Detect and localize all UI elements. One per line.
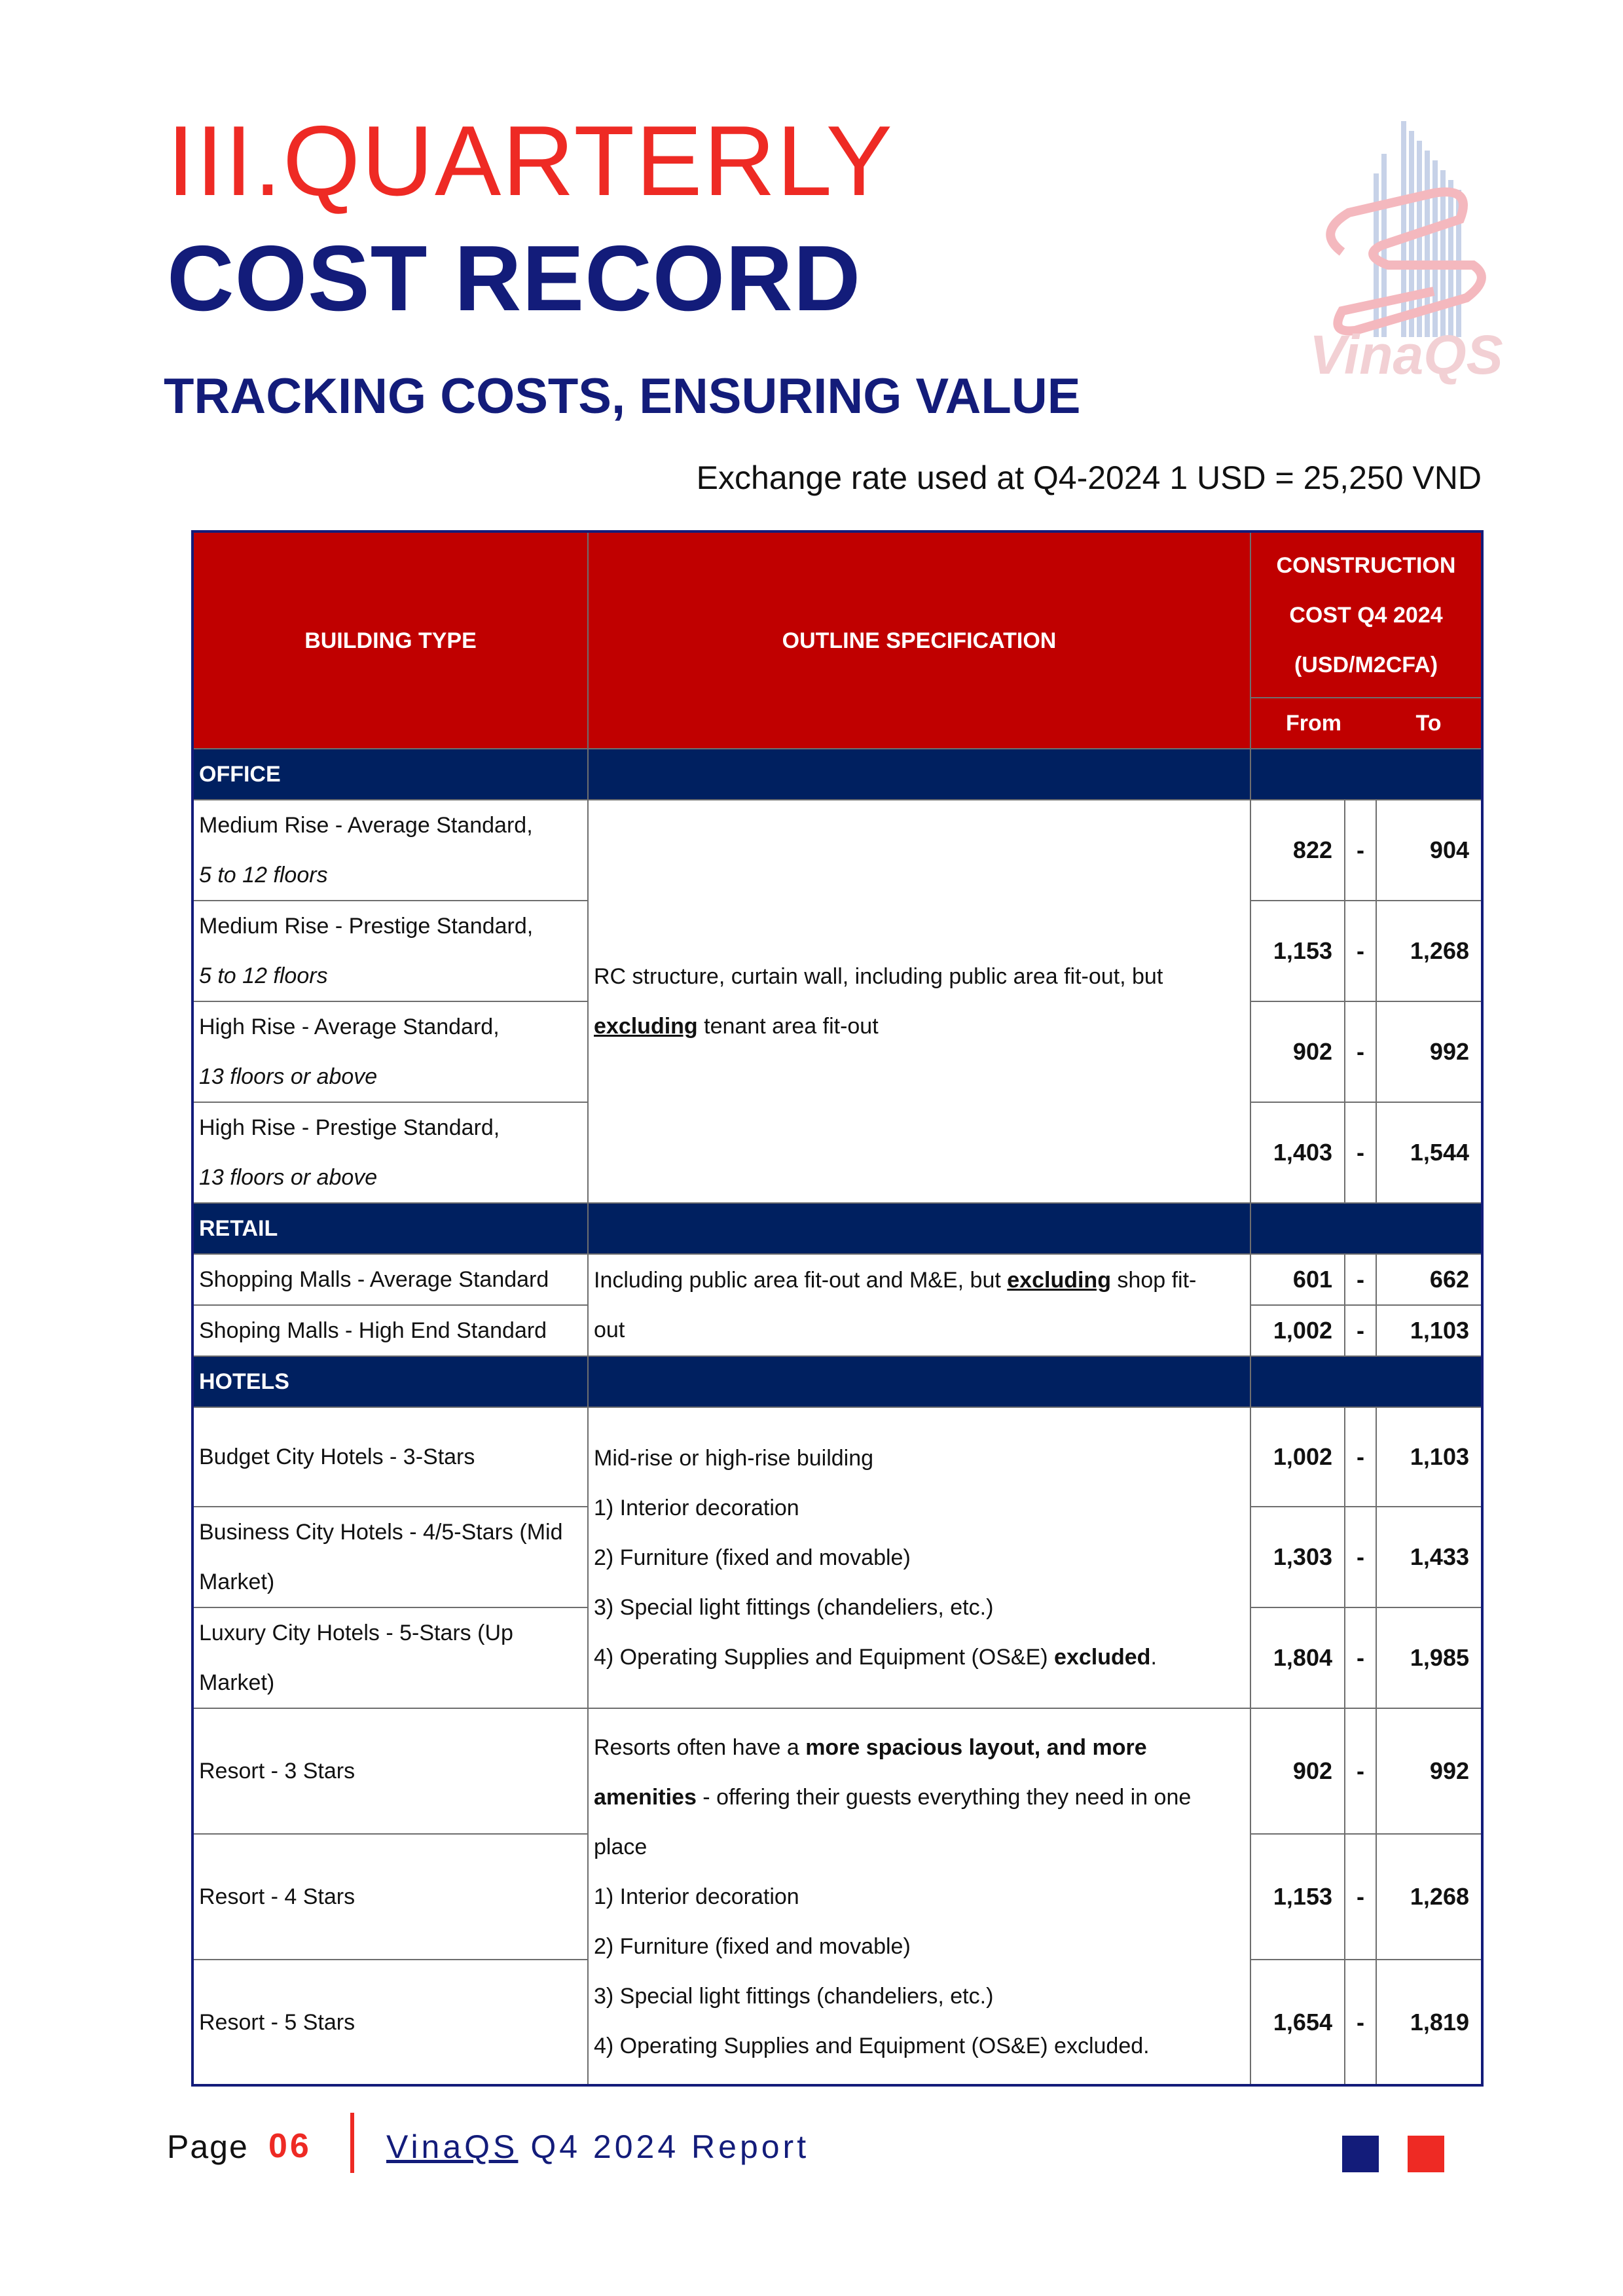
footer-divider [350, 2113, 354, 2173]
cost-to: 1,268 [1376, 1834, 1482, 1960]
resorts-spec-pre: Resorts often have a [594, 1734, 806, 1760]
cost-from: 902 [1250, 1708, 1345, 1834]
resorts-spec-bold1: more spacious layout, and more [805, 1734, 1147, 1760]
hotels-spec-line2: 1) Interior decoration [594, 1496, 799, 1520]
cost-to: 904 [1376, 800, 1482, 901]
cost-from: 1,153 [1250, 901, 1345, 1001]
page-subtitle: TRACKING COSTS, ENSURING VALUE [164, 368, 1081, 424]
resorts-spec-line3: 2) Furniture (fixed and movable) [594, 1933, 911, 1959]
office-spec-cell [588, 800, 1250, 1203]
cost-to: 1,985 [1376, 1607, 1482, 1708]
building-type-cell [192, 1607, 588, 1708]
resorts-spec-line4: 3) Special light fittings (chandeliers, etc.) [594, 1983, 994, 2009]
resorts-spec-place: place [594, 1834, 647, 1859]
section-hotels: HOTELS [192, 1356, 588, 1407]
header-building-type: BUILDING TYPE [192, 531, 588, 749]
building-type-name: Medium Rise - Prestige Standard, [199, 914, 534, 939]
hotels-spec-excluded: excluded [1054, 1645, 1151, 1670]
hotels-spec-line5-pre: 4) Operating Supplies and Equipment (OS&E) [594, 1645, 1055, 1670]
footer-page-number: 06 [268, 2127, 312, 2165]
page-title-line1: III.QUARTERLY [167, 105, 894, 217]
footer-report-label: Q4 2024 Report [518, 2128, 810, 2165]
building-type-name: High Rise - Average Standard, [199, 1014, 500, 1039]
cost-dash: - [1345, 1708, 1376, 1834]
section-office: OFFICE [192, 749, 588, 800]
building-type-name-cont: Market) [199, 1570, 275, 1594]
exchange-rate-note: Exchange rate used at Q4-2024 1 USD = 25,250 VND [696, 459, 1482, 496]
table-row [192, 1254, 1482, 1305]
building-type-name: Shoping Malls - High End Standard [192, 1305, 588, 1356]
cost-from: 822 [1250, 800, 1345, 901]
building-type-floors: 13 floors or above [199, 1064, 378, 1089]
building-type-name: Budget City Hotels - 3-Stars [192, 1407, 588, 1507]
retail-spec-cell [588, 1254, 1250, 1356]
table-row [192, 1708, 1482, 1834]
hotels-spec-line3: 2) Furniture (fixed and movable) [594, 1545, 911, 1570]
cost-dash: - [1345, 1001, 1376, 1102]
resorts-spec-line5: 4) Operating Supplies and Equipment (OS&E) excluded. [594, 2033, 1150, 2058]
cost-from: 1,804 [1250, 1607, 1345, 1708]
table-row [192, 1407, 1482, 1507]
building-type-name: Resort - 3 Stars [192, 1708, 588, 1834]
footer-brand-link[interactable]: VinaQS [386, 2128, 519, 2165]
header-outline-spec: OUTLINE SPECIFICATION [588, 531, 1250, 749]
cost-from: 1,403 [1250, 1102, 1345, 1203]
building-type-cell [192, 800, 588, 901]
section-office-cost-blank [1250, 749, 1482, 800]
section-retail-spec-blank [588, 1203, 1250, 1254]
header-cost-line1: CONSTRUCTION [1276, 552, 1456, 578]
retail-spec-line2: out [594, 1318, 625, 1342]
footer-page-label: Page [167, 2128, 249, 2165]
cost-dash: - [1345, 1960, 1376, 2085]
cost-table [191, 530, 1484, 2087]
cost-from: 1,303 [1250, 1507, 1345, 1607]
hotels-spec-cell [588, 1407, 1250, 1708]
building-type-cell [192, 901, 588, 1001]
building-type-cell [192, 1001, 588, 1102]
cost-from: 1,654 [1250, 1960, 1345, 2085]
section-hotels-cost-blank [1250, 1356, 1482, 1407]
logo-wordmark: VinaQS [1309, 324, 1503, 386]
building-type-name: High Rise - Prestige Standard, [199, 1115, 500, 1140]
building-type-cell [192, 1507, 588, 1607]
cost-dash: - [1345, 800, 1376, 901]
hotels-spec-line5-post: . [1150, 1645, 1157, 1670]
cost-dash: - [1345, 1607, 1376, 1708]
cost-to: 1,544 [1376, 1102, 1482, 1203]
building-type-floors: 5 to 12 floors [199, 963, 328, 988]
resorts-spec-bold2: amenities [594, 1784, 697, 1810]
section-office-spec-blank [588, 749, 1250, 800]
cost-dash: - [1345, 1254, 1376, 1305]
cost-from: 902 [1250, 1001, 1345, 1102]
header-cost-line3: (USD/M2CFA) [1294, 652, 1438, 677]
section-retail-cost-blank [1250, 1203, 1482, 1254]
resorts-spec-line2: 1) Interior decoration [594, 1884, 799, 1909]
cost-to: 662 [1376, 1254, 1482, 1305]
cost-to: 1,819 [1376, 1960, 1482, 2085]
header-construction-cost [1250, 531, 1482, 698]
footer-report-title [386, 2130, 809, 2163]
page-title-line2: COST RECORD [167, 226, 862, 331]
cost-dash: - [1345, 901, 1376, 1001]
retail-spec-post: shop fit- [1110, 1268, 1197, 1293]
cost-to: 1,103 [1376, 1407, 1482, 1507]
cost-dash: - [1345, 1507, 1376, 1607]
footer-red-square [1408, 2136, 1444, 2172]
building-type-floors: 5 to 12 floors [199, 863, 328, 888]
building-type-floors: 13 floors or above [199, 1165, 378, 1190]
building-type-cell [192, 1102, 588, 1203]
cost-dash: - [1345, 1305, 1376, 1356]
cost-from: 1,002 [1250, 1305, 1345, 1356]
resorts-spec-cell [588, 1708, 1250, 2085]
retail-spec-excluding: excluding [1007, 1268, 1111, 1293]
hotels-spec-line1: Mid-rise or high-rise building [594, 1446, 874, 1471]
cost-to: 1,268 [1376, 901, 1482, 1001]
building-type-name: Shopping Malls - Average Standard [192, 1254, 588, 1305]
cost-from: 1,002 [1250, 1407, 1345, 1507]
cost-to: 992 [1376, 1001, 1482, 1102]
cost-to: 992 [1376, 1708, 1482, 1834]
building-type-name-cont: Market) [199, 1670, 275, 1695]
resorts-spec-mid: - offering their guests everything they need in one [696, 1784, 1192, 1810]
office-spec-excluding: excluding [594, 1014, 698, 1039]
cost-from: 601 [1250, 1254, 1345, 1305]
building-type-name: Resort - 5 Stars [192, 1960, 588, 2085]
table-row [192, 800, 1482, 901]
cost-dash: - [1345, 1102, 1376, 1203]
building-type-name: Business City Hotels - 4/5-Stars (Mid [199, 1520, 563, 1545]
office-spec-rest: tenant area fit-out [697, 1014, 879, 1039]
header-to: To [1376, 698, 1482, 749]
cost-to: 1,103 [1376, 1305, 1482, 1356]
footer-blue-square [1342, 2136, 1379, 2172]
section-retail: RETAIL [192, 1203, 588, 1254]
cost-to: 1,433 [1376, 1507, 1482, 1607]
building-type-name: Luxury City Hotels - 5-Stars (Up [199, 1621, 513, 1645]
office-spec-line1: RC structure, curtain wall, including public area fit-out, but [594, 964, 1163, 989]
cost-from: 1,153 [1250, 1834, 1345, 1960]
hotels-spec-line4: 3) Special light fittings (chandeliers, etc.) [594, 1595, 994, 1620]
cost-dash: - [1345, 1834, 1376, 1960]
header-cost-line2: COST Q4 2024 [1289, 602, 1443, 628]
section-hotels-spec-blank [588, 1356, 1250, 1407]
building-type-name: Medium Rise - Average Standard, [199, 813, 533, 838]
cost-dash: - [1345, 1407, 1376, 1507]
building-type-name: Resort - 4 Stars [192, 1834, 588, 1960]
retail-spec-pre: Including public area fit-out and M&E, but [594, 1268, 1008, 1293]
header-from: From [1250, 698, 1376, 749]
